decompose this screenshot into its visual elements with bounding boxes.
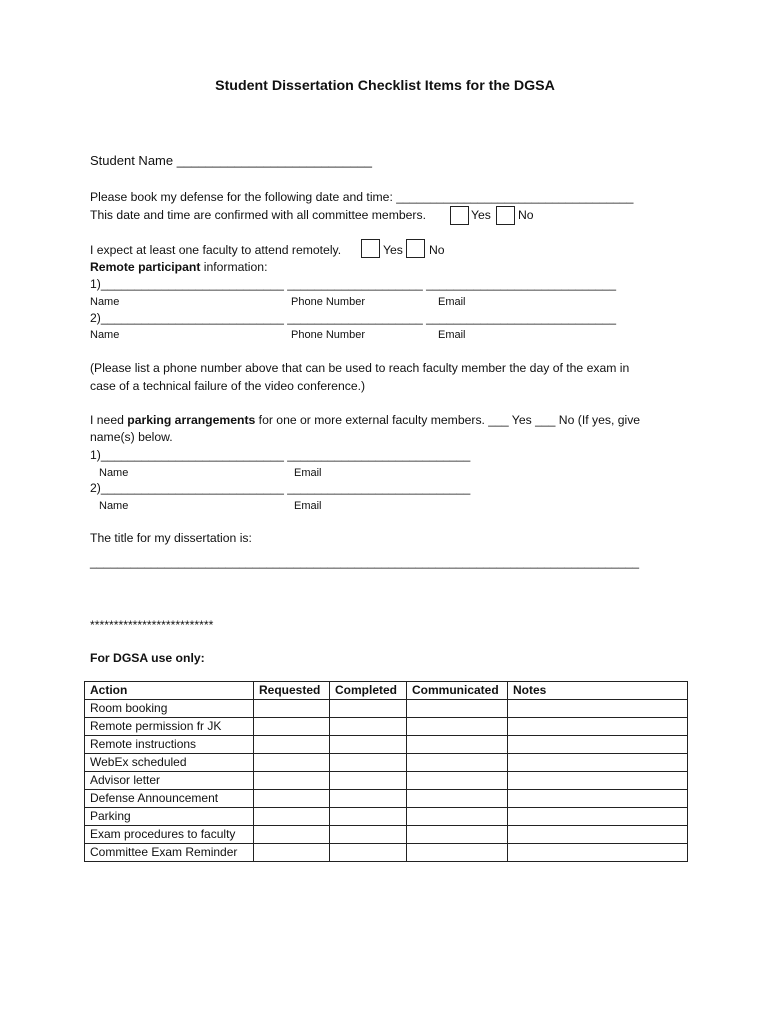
notes-cell[interactable] <box>508 736 688 754</box>
communicated-cell[interactable] <box>407 808 508 826</box>
communicated-cell[interactable] <box>407 790 508 808</box>
parking-email-label-2: Email <box>294 500 322 512</box>
communicated-cell[interactable] <box>407 700 508 718</box>
table-row <box>85 754 688 772</box>
parking-name-label-2: Name <box>99 500 129 512</box>
requested-cell[interactable] <box>254 772 330 790</box>
requested-cell[interactable] <box>254 844 330 862</box>
communicated-cell[interactable] <box>407 754 508 772</box>
communicated-cell[interactable] <box>407 736 508 754</box>
notes-cell[interactable] <box>508 808 688 826</box>
confirmed-text: This date and time are confirmed with all committee members. <box>90 208 426 222</box>
remote-no-checkbox[interactable] <box>406 239 425 258</box>
table-row <box>85 718 688 736</box>
remote-phone-label-1: Phone Number <box>291 296 365 308</box>
notes-cell[interactable] <box>508 772 688 790</box>
requested-cell[interactable] <box>254 790 330 808</box>
notes-cell[interactable] <box>508 700 688 718</box>
remote-email-label-1: Email <box>438 296 466 308</box>
remote-yes-checkbox[interactable] <box>361 239 380 258</box>
parking-name-label-1: Name <box>99 467 129 479</box>
action-cell: Remote instructions <box>85 736 254 754</box>
action-cell: Committee Exam Reminder <box>85 844 254 862</box>
communicated-cell[interactable] <box>407 826 508 844</box>
page-title: Student Dissertation Checklist Items for the DGSA <box>215 78 555 94</box>
notes-cell[interactable] <box>508 844 688 862</box>
notes-cell[interactable] <box>508 718 688 736</box>
parking-row-1[interactable]: 1)___________________________ ___________________________ <box>90 448 471 462</box>
action-cell: Advisor letter <box>85 772 254 790</box>
action-cell: WebEx scheduled <box>85 754 254 772</box>
remote-participant-row-1[interactable]: 1)___________________________ ____________________ ____________________________ <box>90 277 616 291</box>
completed-cell[interactable] <box>330 826 407 844</box>
requested-cell[interactable] <box>254 736 330 754</box>
action-cell: Room booking <box>85 700 254 718</box>
notes-cell[interactable] <box>508 790 688 808</box>
completed-cell[interactable] <box>330 772 407 790</box>
dgsa-checklist-table <box>84 681 688 862</box>
parking-pre: I need <box>90 413 128 427</box>
remote-phone-label-2: Phone Number <box>291 329 365 341</box>
remote-email-label-2: Email <box>438 329 466 341</box>
completed-cell[interactable] <box>330 844 407 862</box>
table-row <box>85 772 688 790</box>
phone-note-line-2: case of a technical failure of the video conference.) <box>90 379 366 393</box>
dgsa-only-heading: For DGSA use only: <box>90 651 205 665</box>
parking-row-2[interactable]: 2)___________________________ ___________________________ <box>90 481 471 495</box>
action-cell: Remote permission fr JK <box>85 718 254 736</box>
communicated-cell[interactable] <box>407 844 508 862</box>
table-row <box>85 700 688 718</box>
completed-cell[interactable] <box>330 700 407 718</box>
phone-note-line-1: (Please list a phone number above that can be used to reach faculty member the day of the exam in <box>90 361 630 375</box>
table-row <box>85 826 688 844</box>
requested-cell[interactable] <box>254 718 330 736</box>
remote-participant-rest: information: <box>200 260 268 274</box>
parking-bold: parking arrangements <box>127 413 256 427</box>
remote-participant-heading <box>90 260 267 275</box>
confirmed-no-checkbox[interactable] <box>496 206 515 225</box>
completed-cell[interactable] <box>330 754 407 772</box>
dissertation-title-prompt: The title for my dissertation is: <box>90 531 252 545</box>
table-header-row <box>85 682 688 700</box>
remote-name-label-2: Name <box>90 329 120 341</box>
table-row <box>85 736 688 754</box>
parking-question <box>90 413 640 428</box>
header-communicated: Communicated <box>407 682 508 700</box>
completed-cell[interactable] <box>330 718 407 736</box>
table-row <box>85 808 688 826</box>
remote-participant-row-2[interactable]: 2)___________________________ ____________________ ____________________________ <box>90 311 616 325</box>
parking-question-line-2: name(s) below. <box>90 430 173 444</box>
defense-date-field[interactable]: Please book my defense for the following date and time: ___________________________________ <box>90 190 634 204</box>
notes-cell[interactable] <box>508 754 688 772</box>
notes-cell[interactable] <box>508 826 688 844</box>
remote-expect-text: I expect at least one faculty to attend remotely. <box>90 243 342 257</box>
remote-name-label-1: Name <box>90 296 120 308</box>
parking-post: for one or more external faculty members. ___ Yes ___ No (If yes, give <box>255 413 641 427</box>
completed-cell[interactable] <box>330 790 407 808</box>
completed-cell[interactable] <box>330 808 407 826</box>
requested-cell[interactable] <box>254 700 330 718</box>
confirmed-no-label: No <box>518 208 534 222</box>
parking-email-label-1: Email <box>294 467 322 479</box>
student-name-field[interactable]: Student Name ___________________________ <box>90 153 372 168</box>
remote-no-label: No <box>429 243 445 257</box>
dissertation-title-field[interactable]: _________________________________________________________________________________ <box>90 555 640 569</box>
remote-participant-bold: Remote participant <box>90 260 201 274</box>
action-cell: Defense Announcement <box>85 790 254 808</box>
communicated-cell[interactable] <box>407 772 508 790</box>
separator-stars: ************************** <box>90 618 214 632</box>
header-notes: Notes <box>508 682 688 700</box>
requested-cell[interactable] <box>254 808 330 826</box>
remote-yes-label: Yes <box>383 243 403 257</box>
header-action: Action <box>85 682 254 700</box>
table-row <box>85 844 688 862</box>
action-cell: Parking <box>85 808 254 826</box>
communicated-cell[interactable] <box>407 718 508 736</box>
completed-cell[interactable] <box>330 736 407 754</box>
table-row <box>85 790 688 808</box>
header-requested: Requested <box>254 682 330 700</box>
action-cell: Exam procedures to faculty <box>85 826 254 844</box>
requested-cell[interactable] <box>254 826 330 844</box>
confirmed-yes-checkbox[interactable] <box>450 206 469 225</box>
header-completed: Completed <box>330 682 407 700</box>
requested-cell[interactable] <box>254 754 330 772</box>
confirmed-yes-label: Yes <box>471 208 491 222</box>
